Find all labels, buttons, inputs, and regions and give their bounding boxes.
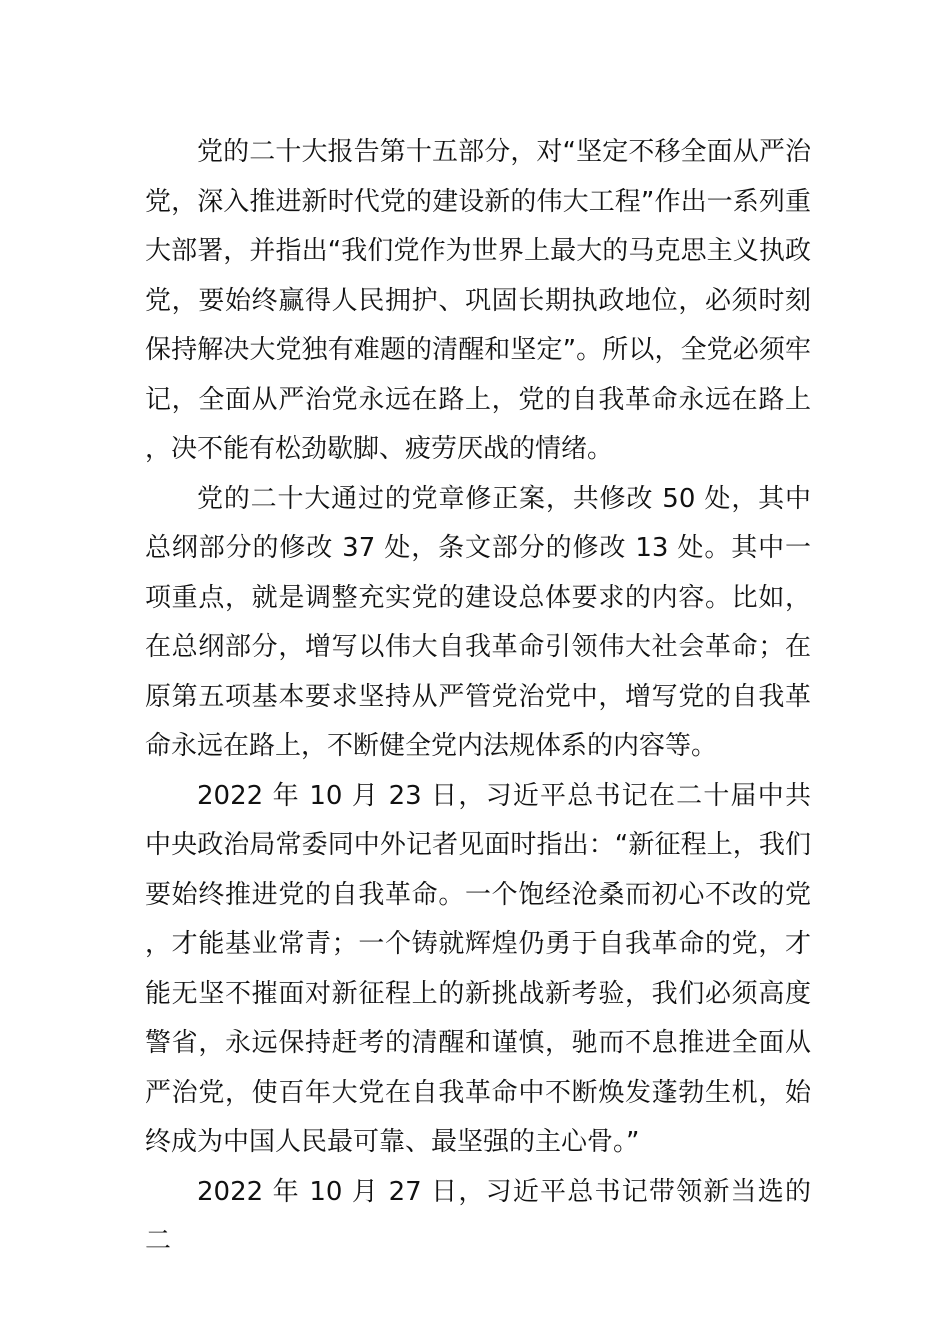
paragraph-press-meeting-remarks: 2022 年 10 月 23 日，习近平总书记在二十届中共中央政治局常委同中外记者见面时指出：“新征程上，我们要始终推进党的自我革命。一个饱经沧桑而初心不改的党，才能基业常青；一个铸就辉煌仍勇于自我革命的党，才能无坚不摧面对新征程上的新挑战新考验，我们必须高度警省，永远保持赶考的清醒和谨慎，驰而不息推进全面从严治党，使百年大党在自我革命中不断焕发蓬勃生机，始终成为中国人民最可靠、最坚强的主心骨。” [145,780,811,1157]
paragraph-party-constitution-amendment: 党的二十大通过的党章修正案，共修改 50 处，其中总纲部分的修改 37 处，条文部分的修改 13 处。其中一项重点，就是调整充实党的建设总体要求的内容。比如，在总纲部分，增写以伟大自我革命引领伟大社会革命；在原第五项基本要求坚持从严管党治党中，增写党的自我革命永远在路上，不断健全党内法规体系的内容等。 [145,483,811,761]
document-body [145,128,811,1267]
paragraph-party-congress-report: 党的二十大报告第十五部分，对“坚定不移全面从严治党，深入推进新时代党的建设新的伟大工程”作出一系列重大部署，并指出“我们党作为世界上最大的马克思主义执政党，要始终赢得人民拥护、巩固长期执政地位，必须时刻保持解决大党独有难题的清醒和坚定”。所以，全党必须牢记，全面从严治党永远在路上，党的自我革命永远在路上，决不能有松劲歇脚、疲劳厌战的情绪。 [145,137,811,464]
paragraph-oct-27-visit: 2022 年 10 月 27 日，习近平总书记带领新当选的二 [145,1176,811,1256]
